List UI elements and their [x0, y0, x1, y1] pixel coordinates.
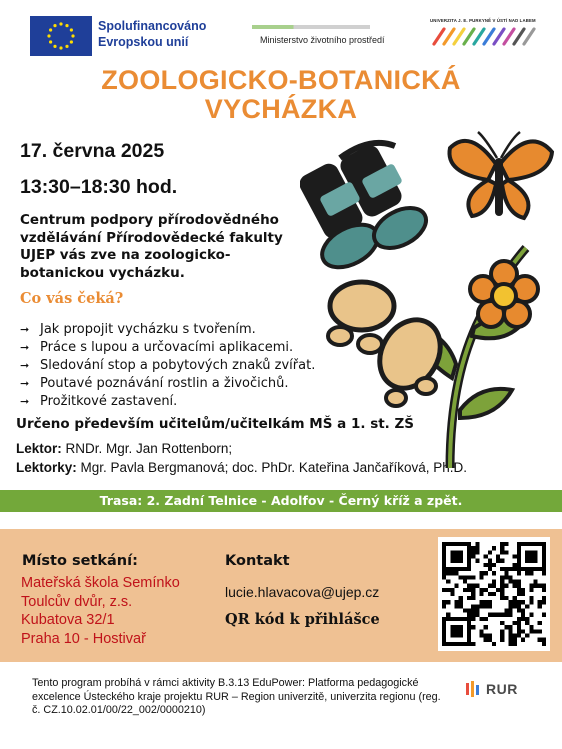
event-date: 17. června 2025 — [20, 140, 165, 162]
address-line: Kubatova 32/1 — [21, 612, 115, 628]
qr-code-icon[interactable] — [438, 537, 550, 651]
qr-label: QR kód k přihlášce — [225, 611, 380, 628]
route-banner: Trasa: 2. Zadní Telnice - Adolfov - Černý kříž a zpět. — [0, 490, 562, 512]
contact-heading: Kontakt — [225, 553, 290, 569]
rur-logo — [466, 681, 518, 697]
eu-label-line1: Spolufinancováno — [98, 19, 207, 33]
list-item-text: Sledování stop a pobytových znaků zvířat. — [40, 358, 316, 373]
eu-funding-label — [98, 18, 238, 50]
lectors-value: Mgr. Pavla Bergmanová; doc. PhDr. Kateřina Jančaříková, Ph.D. — [76, 460, 467, 475]
ministry-label: Ministerstvo životního prostředí — [260, 35, 385, 45]
list-item-text: Práce s lupou a určovacími aplikacemi. — [40, 340, 294, 355]
rur-label: RUR — [486, 681, 518, 697]
list-item-text: Poutavé poznávání rostlin a živočichů. — [40, 376, 289, 391]
list-item-text: Jak propojit vycházku s tvořením. — [40, 322, 256, 337]
address-line: Praha 10 - Hostivař — [21, 630, 146, 647]
event-intro: Centrum podpory přírodovědného vzdělávání Přírodovědecké fakulty UJEP vás zve na zoologicko-botanickou vycházku. — [20, 212, 283, 281]
logo-strip — [0, 0, 562, 64]
footprint-icon — [328, 282, 452, 406]
arrow-icon: ➞ — [20, 395, 30, 408]
meeting-heading: Místo setkání: — [22, 553, 138, 569]
title-line-1: ZOOLOGICKO-BOTANICKÁ — [101, 65, 461, 95]
eu-label-line2: Evropskou unií — [98, 35, 189, 49]
lector-value: RNDr. Mgr. Jan Rottenborn; — [61, 441, 233, 456]
footer-note: Tento program probíhá v rámci aktivity B.3.13 EduPower: Platforma pedagogické excelence Ústeckého kraje projektu RUR – Region univerzitě, univerzita regionu (reg. č. CZ.10.02.01/00/22_002/0000210) — [32, 677, 441, 717]
nature-illustration — [300, 118, 562, 488]
title-line-2: VYCHÁZKA — [204, 94, 358, 124]
meeting-address — [21, 574, 180, 648]
contact-email-link[interactable]: lucie.hlavacova@ujep.cz — [225, 584, 380, 600]
audience-note: Určeno především učitelům/učitelkám MŠ a 1. st. ZŠ — [16, 416, 415, 432]
address-line: Mateřská škola Semínko — [21, 575, 180, 591]
event-time: 13:30–18:30 hod. — [20, 176, 178, 198]
arrow-icon: ➞ — [20, 341, 30, 354]
arrow-icon: ➞ — [20, 323, 30, 336]
ministry-logo-bar — [252, 25, 370, 29]
university-label: UNIVERZITA J. E. PURKYNĚ V ÚSTÍ NAD LABEM — [430, 18, 536, 23]
agenda-heading: Co vás čeká? — [20, 290, 124, 307]
binoculars-icon — [300, 142, 433, 276]
arrow-icon: ➞ — [20, 359, 30, 372]
lector-label: Lektor: — [16, 441, 62, 456]
lector-line — [16, 441, 232, 456]
ujep-stripes-icon — [430, 25, 540, 47]
lectors-label: Lektorky: — [16, 460, 77, 475]
event-title — [0, 66, 562, 124]
list-item-text: Prožitkové zastavení. — [40, 394, 178, 409]
eu-flag-icon — [30, 16, 92, 56]
arrow-icon: ➞ — [20, 377, 30, 390]
butterfly-icon — [449, 132, 552, 218]
info-panel — [0, 529, 562, 662]
address-line: Toulcův dvůr, z.s. — [21, 593, 133, 610]
rur-logo-icon — [466, 681, 480, 697]
